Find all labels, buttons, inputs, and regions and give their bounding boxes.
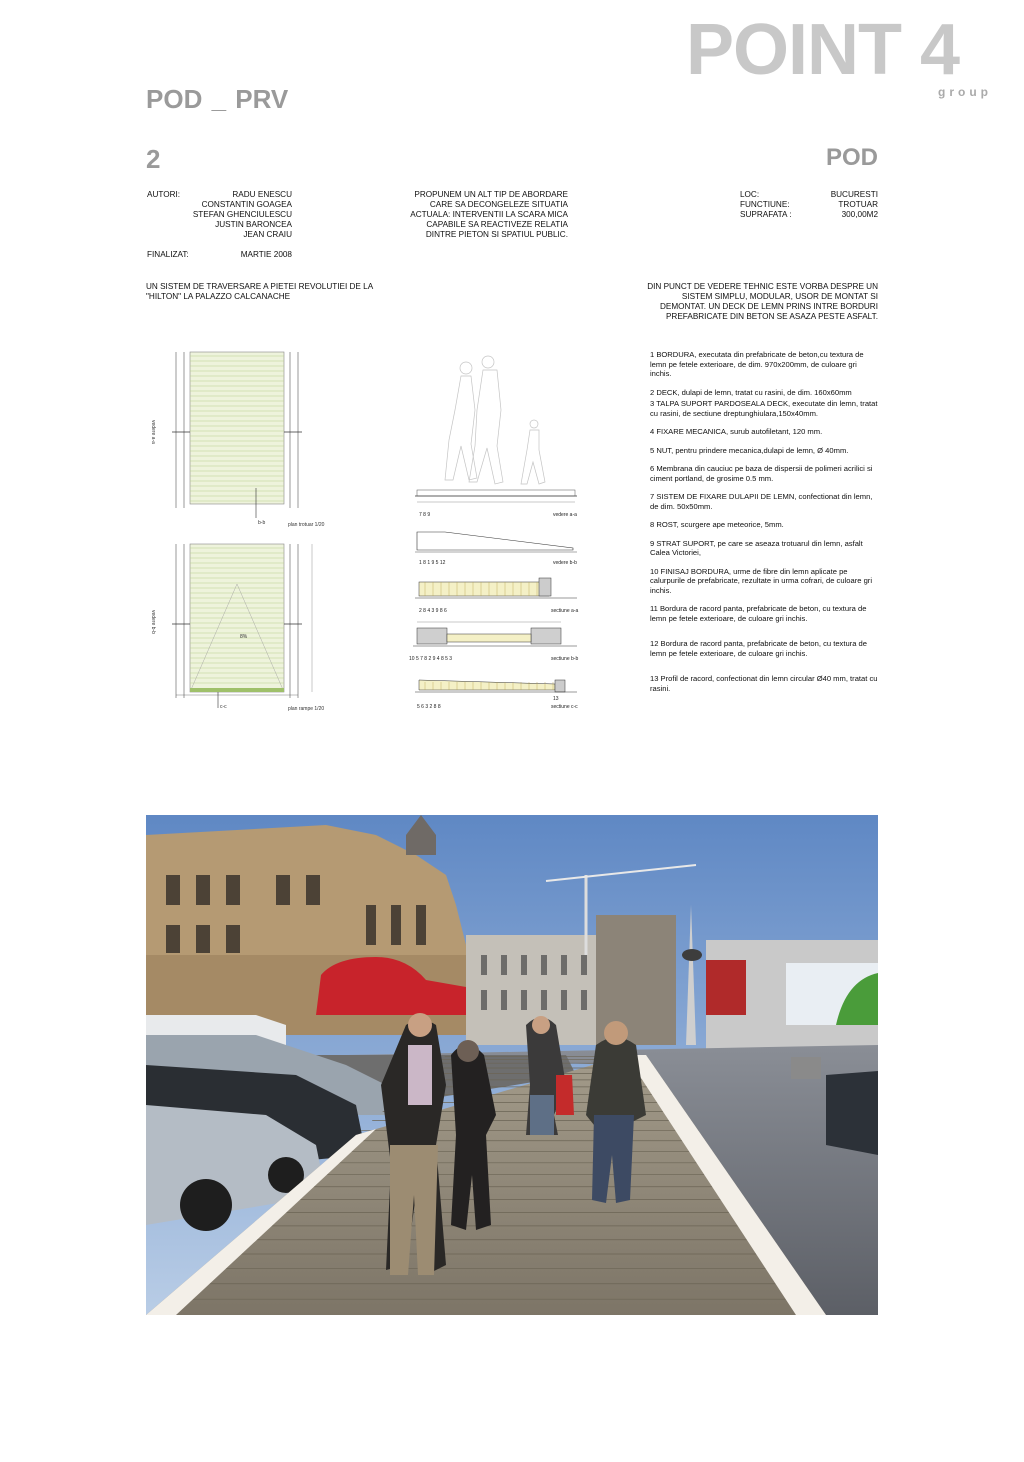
plan-drawings bbox=[146, 348, 336, 718]
view-aa bbox=[415, 490, 577, 518]
proposal-line: ACTUALA: INTERVENTII LA SCARA MICA bbox=[410, 210, 568, 219]
view-aa-numbers: 7 8 9 bbox=[419, 512, 431, 518]
location-values bbox=[790, 190, 878, 220]
view-bb-numbers: 1 8 1 9 5 12 bbox=[419, 560, 446, 566]
area-label: SUPRAFATA : bbox=[740, 210, 792, 219]
plan1-caption: plan trotuar 1/20 bbox=[288, 522, 325, 528]
location-labels bbox=[740, 190, 792, 220]
section-bb bbox=[409, 622, 578, 662]
legend-item: 9 STRAT SUPORT, pe care se aseaza trotuarul din lemn, asfalt Calea Victoriei, bbox=[650, 538, 863, 557]
legend-item: 12 Bordura de racord panta, prefabricate de beton, cu textura de lemn pe fetele exterioare, de culoare gri inchis. bbox=[650, 639, 867, 658]
plan1-cut-label: b-b bbox=[258, 520, 266, 526]
finalized-label: FINALIZAT: bbox=[147, 250, 189, 259]
section-aa-numbers: 2 8 4 3 9 8 6 bbox=[419, 608, 447, 614]
project-title: POD _ PRV bbox=[146, 84, 289, 114]
function-value: TROTUAR bbox=[838, 200, 878, 209]
intro-left-text: UN SISTEM DE TRAVERSARE A PIETEI REVOLUTIEI DE LA "HILTON" LA PALAZZO CALCANACHE bbox=[146, 282, 373, 301]
technical-legend bbox=[650, 350, 880, 702]
legend-item: 11 Bordura de racord panta, prefabricate de beton, cu textura de lemn pe fetele exterioare, de culoare gri inchis. bbox=[650, 604, 867, 623]
view-bb bbox=[415, 532, 577, 566]
section-cc-13: 13 bbox=[553, 696, 559, 702]
intro-right-text: DIN PUNCT DE VEDERE TEHNIC ESTE VORBA DESPRE UN SISTEM SIMPLU, MODULAR, USOR DE MONTAT SI DEMONTAT. UN DECK DE LEMN PRINS INTRE BORDURI PREFABRICATE DIN BETON SE ASAZA PESTE ASFALT. bbox=[647, 282, 878, 321]
view-aa-label: vedere a-a bbox=[553, 512, 577, 518]
authors-label: AUTORI: bbox=[147, 190, 181, 199]
plan2-caption: plan rampe 1/20 bbox=[288, 706, 325, 712]
street-photo bbox=[146, 815, 878, 1315]
area-value: 300,00M2 bbox=[841, 210, 878, 219]
proposal-line: CARE SA DECONGELEZE SITUATIA bbox=[429, 200, 568, 209]
function-label: FUNCTIUNE: bbox=[740, 200, 790, 209]
plan-rampe bbox=[150, 544, 324, 712]
section-cc-label: sectiune c-c bbox=[551, 704, 578, 710]
section-drawings bbox=[405, 350, 585, 712]
legend-item: 4 FIXARE MECANICA, surub autofiletant, 120 mm. bbox=[650, 427, 823, 436]
author-name: JEAN CRAIU bbox=[243, 230, 292, 239]
location-label: LOC: bbox=[740, 190, 760, 199]
legend-item: 6 Membrana din cauciuc pe baza de dispersii de polimeri acrilici si ciment portland, de grosime 0.5 mm. bbox=[650, 464, 873, 483]
legend-item: 13 Profil de racord, confectionat din lemn circular Ø40 mm, tratat cu rasini. bbox=[650, 674, 878, 693]
legend-item: 3 TALPA SUPORT PARDOSEALA DECK, executate din lemn, tratat cu rasini, de sectiune dreptunghiulara,150x40mm. bbox=[650, 399, 878, 418]
proposal-text bbox=[402, 190, 568, 240]
section-bb-numbers: 10 5 7 8 2 9 4 8 5 3 bbox=[409, 656, 453, 662]
plan-trotuar bbox=[150, 352, 325, 528]
legend-item: 1 BORDURA, executata din prefabricate de beton,cu textura de lemn pe fetele exterioare, de dim. 970x200mm, de culoare gri inchis. bbox=[650, 350, 864, 378]
legend-item: 10 FINISAJ BORDURA, urme de fibre din lemn aplicate pe calurpurile de prefabricate, rezultate in urma cofrari, de culoare gri inchis. bbox=[650, 566, 873, 595]
section-cc bbox=[415, 680, 578, 710]
authors-list bbox=[180, 190, 292, 240]
legend-item: 8 ROST, scurgere ape meteorice, 5mm. bbox=[650, 520, 784, 529]
brand-subtitle: group bbox=[938, 85, 992, 99]
section-cc-numbers: 5 6 3 2 8 8 bbox=[417, 704, 441, 710]
author-name: CONSTANTIN GOAGEA bbox=[201, 200, 292, 209]
people-silhouettes bbox=[445, 356, 545, 484]
section-aa bbox=[415, 578, 578, 614]
brand-logo: POINT 4 bbox=[686, 10, 960, 90]
location-value: BUCURESTI bbox=[830, 190, 878, 199]
finalized-value: MARTIE 2008 bbox=[240, 250, 292, 259]
proposal-line: CAPABILE SA REACTIVEZE RELATIA bbox=[426, 220, 568, 229]
author-name: STEFAN GHENCIULESCU bbox=[192, 210, 292, 219]
proposal-line: DINTRE PIETON SI SPATIUL PUBLIC. bbox=[425, 230, 568, 239]
view-bb-label: vedere b-b bbox=[553, 560, 577, 566]
section-aa-label: sectiune a-a bbox=[551, 608, 579, 614]
author-name: JUSTIN BARONCEA bbox=[215, 220, 292, 229]
author-name: RADU ENESCU bbox=[232, 190, 292, 199]
legend-item: 7 SISTEM DE FIXARE DULAPII DE LEMN, confectionat din lemn, de dim. 50x50mm. bbox=[650, 492, 873, 511]
plan2-cut-label: c-c bbox=[220, 704, 227, 710]
section-bb-label: sectiune b-b bbox=[551, 656, 579, 662]
sheet-number: 2 bbox=[146, 144, 161, 174]
plan2-side-label: vedere b-b bbox=[150, 610, 156, 634]
legend-item: 2 DECK, dulapi de lemn, tratat cu rasini, de dim. 160x60mm bbox=[650, 387, 852, 397]
project-label: POD bbox=[826, 144, 879, 171]
proposal-line: PROPUNEM UN ALT TIP DE ABORDARE bbox=[414, 190, 568, 199]
red-banner bbox=[706, 960, 746, 1015]
plan1-side-label: vedere a-a bbox=[150, 420, 156, 444]
slope-label: 8% bbox=[240, 634, 248, 640]
legend-item: 5 NUT, pentru prindere mecanica,dulapi de lemn, Ø 40mm. bbox=[650, 445, 849, 455]
